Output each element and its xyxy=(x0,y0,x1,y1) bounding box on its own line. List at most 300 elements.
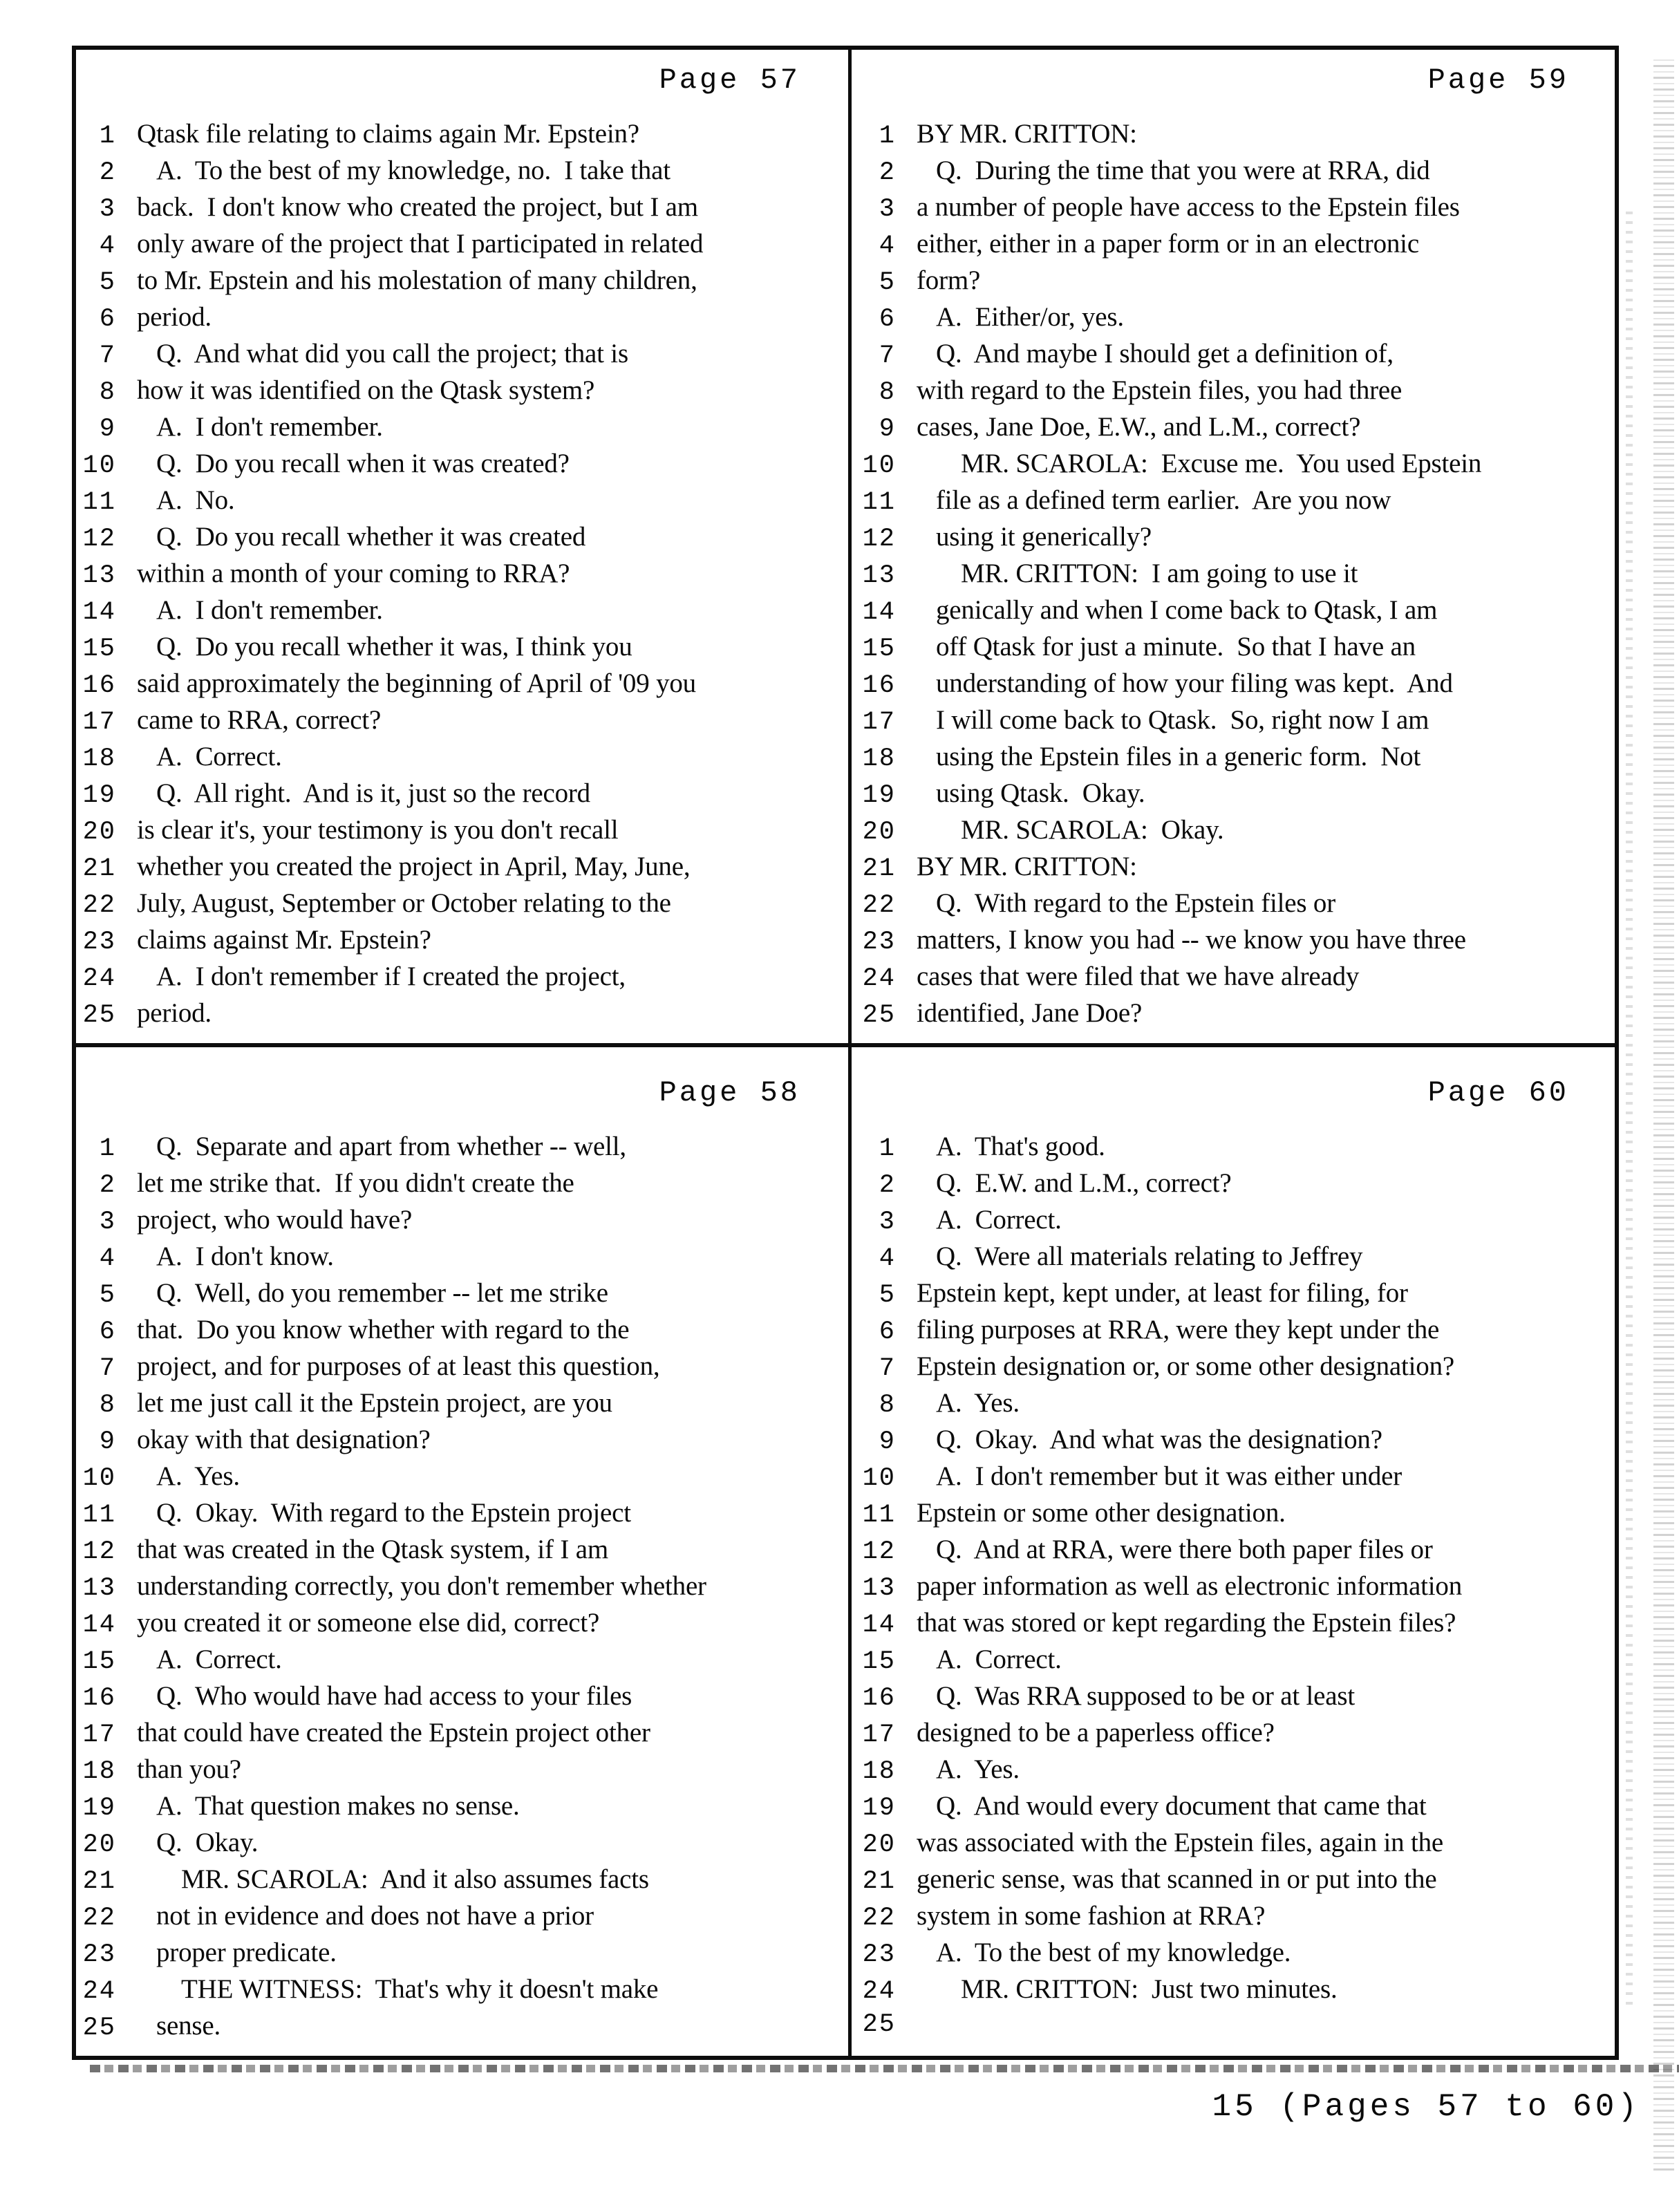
transcript-line xyxy=(856,1571,1613,1607)
line-text: that was created in the Qtask system, if I am xyxy=(137,1535,608,1564)
line-number: 6 xyxy=(879,1318,896,1347)
transcript-line xyxy=(76,704,845,741)
transcript-line xyxy=(76,631,845,668)
line-text: said approximately the beginning of April of '09 you xyxy=(137,668,696,698)
transcript-line xyxy=(76,1351,845,1387)
line-text: matters, I know you had -- we know you have three xyxy=(917,925,1466,955)
transcript-line xyxy=(856,448,1613,485)
line-text: that was stored or kept regarding the Epstein files? xyxy=(917,1608,1456,1638)
line-text: either, either in a paper form or in an electronic xyxy=(917,229,1419,259)
line-text: Q. All right. And is it, just so the record xyxy=(156,778,590,808)
line-number: 11 xyxy=(82,1501,116,1530)
transcript-line xyxy=(856,1387,1613,1424)
line-text: a number of people have access to the Epstein files xyxy=(917,192,1460,222)
transcript-line xyxy=(76,1680,845,1717)
line-number: 6 xyxy=(99,1318,116,1347)
transcript-line xyxy=(76,594,845,631)
transcript-line xyxy=(856,1277,1613,1314)
line-number: 22 xyxy=(82,891,116,920)
transcript-line xyxy=(76,1827,845,1864)
line-number: 19 xyxy=(862,781,896,810)
line-number: 15 xyxy=(82,1647,116,1676)
transcript-line xyxy=(76,1204,845,1241)
line-text: Q. Were all materials relating to Jeffrey xyxy=(936,1241,1363,1271)
line-text: than you? xyxy=(137,1754,241,1784)
line-number: 7 xyxy=(99,341,116,371)
line-number: 1 xyxy=(879,122,896,151)
line-number: 16 xyxy=(82,1684,116,1713)
line-text: A. That's good. xyxy=(936,1132,1105,1161)
transcript-line xyxy=(76,1937,845,1974)
line-number: 3 xyxy=(99,1208,116,1237)
line-text: generic sense, was that scanned in or put into the xyxy=(917,1864,1437,1894)
line-number: 9 xyxy=(879,415,896,444)
line-text: MR. CRITTON: I am going to use it xyxy=(961,559,1358,588)
line-number: 10 xyxy=(862,1464,896,1493)
line-number: 20 xyxy=(82,818,116,847)
line-text: A. I don't remember. xyxy=(156,595,383,625)
transcript-line xyxy=(76,265,845,301)
line-text: A. No. xyxy=(156,485,235,515)
transcript-line xyxy=(76,558,845,594)
line-text: A. Correct. xyxy=(936,1205,1062,1235)
line-number: 3 xyxy=(879,195,896,224)
line-number: 18 xyxy=(82,1757,116,1786)
line-number: 4 xyxy=(99,1244,116,1273)
line-number: 14 xyxy=(862,598,896,627)
line-number: 16 xyxy=(82,671,116,700)
transcript-line xyxy=(76,1534,845,1571)
page-footer: 15 (Pages 57 to 60) xyxy=(1212,2089,1640,2125)
transcript-line xyxy=(856,851,1613,888)
transcript-line xyxy=(856,1864,1613,1900)
line-text: Q. Do you recall whether it was created xyxy=(156,522,586,552)
line-number: 23 xyxy=(862,1940,896,1969)
transcript-line xyxy=(856,485,1613,521)
line-text: genically and when I come back to Qtask, I am xyxy=(936,595,1438,625)
line-text: BY MR. CRITTON: xyxy=(917,852,1137,881)
line-number: 14 xyxy=(862,1611,896,1640)
line-number: 9 xyxy=(879,1427,896,1456)
line-number: 21 xyxy=(862,854,896,883)
line-text: A. I don't remember if I created the project, xyxy=(156,962,626,991)
line-number: 12 xyxy=(82,1537,116,1566)
line-number: 25 xyxy=(82,1001,116,1030)
transcript-line xyxy=(856,1241,1613,1277)
line-number: 16 xyxy=(862,671,896,700)
line-number: 10 xyxy=(82,451,116,480)
line-text: July, August, September or October relating to the xyxy=(137,888,671,918)
line-text: Q. And maybe I should get a definition of, xyxy=(936,339,1394,368)
line-text: not in evidence and does not have a prior xyxy=(156,1901,594,1931)
transcript-line xyxy=(856,997,1613,1034)
transcript-line xyxy=(76,1314,845,1351)
line-number: 19 xyxy=(82,1794,116,1823)
line-number: 3 xyxy=(879,1208,896,1237)
line-text: THE WITNESS: That's why it doesn't make xyxy=(181,1974,659,2004)
transcript-line xyxy=(76,668,845,704)
transcript-line xyxy=(76,1790,845,1827)
line-text: A. That question makes no sense. xyxy=(156,1791,520,1821)
line-number: 10 xyxy=(82,1464,116,1493)
line-number: 5 xyxy=(879,268,896,297)
line-text: Q. Okay. xyxy=(156,1828,259,1857)
line-text: I will come back to Qtask. So, right now I am xyxy=(936,705,1429,735)
line-text: let me just call it the Epstein project, are you xyxy=(137,1388,612,1418)
line-text: is clear it's, your testimony is you don't recall xyxy=(137,815,619,845)
line-text: Q. With regard to the Epstein files or xyxy=(936,888,1336,918)
transcript-line xyxy=(856,1168,1613,1204)
transcript-line xyxy=(76,118,845,155)
line-number: 15 xyxy=(82,635,116,664)
line-text: paper information as well as electronic information xyxy=(917,1571,1463,1601)
line-block xyxy=(856,118,1613,1034)
line-number: 11 xyxy=(862,488,896,517)
line-text: let me strike that. If you didn't create the xyxy=(137,1168,574,1198)
line-number: 1 xyxy=(99,122,116,151)
line-number: 14 xyxy=(82,598,116,627)
line-number: 23 xyxy=(862,928,896,957)
transcript-line xyxy=(856,1974,1613,2010)
line-text: identified, Jane Doe? xyxy=(917,998,1143,1028)
line-number: 17 xyxy=(82,708,116,737)
line-text: designed to be a paperless office? xyxy=(917,1718,1275,1747)
line-text: cases, Jane Doe, E.W., and L.M., correct? xyxy=(917,412,1361,442)
line-number: 13 xyxy=(862,561,896,590)
line-number: 7 xyxy=(879,341,896,371)
transcript-line xyxy=(76,485,845,521)
line-text: filing purposes at RRA, were they kept under the xyxy=(917,1315,1440,1344)
line-text: was associated with the Epstein files, again in the xyxy=(917,1828,1444,1857)
transcript-line xyxy=(856,1131,1613,1168)
line-text: came to RRA, correct? xyxy=(137,705,382,735)
line-number: 3 xyxy=(99,195,116,224)
line-number: 2 xyxy=(99,158,116,187)
transcript-line xyxy=(856,1900,1613,1937)
line-number: 12 xyxy=(862,1537,896,1566)
line-number: 25 xyxy=(862,2010,896,2039)
line-number: 6 xyxy=(99,305,116,334)
line-number: 8 xyxy=(99,1391,116,1420)
line-number: 13 xyxy=(82,561,116,590)
line-number: 8 xyxy=(879,378,896,407)
line-text: Q. And would every document that came that xyxy=(936,1791,1427,1821)
transcript-line xyxy=(856,1827,1613,1864)
transcript-line xyxy=(856,1607,1613,1644)
transcript-line xyxy=(856,1644,1613,1680)
transcript-line xyxy=(76,1974,845,2010)
line-text: that. Do you know whether with regard to the xyxy=(137,1315,630,1344)
line-text: A. Either/or, yes. xyxy=(936,302,1124,332)
transcript-line xyxy=(76,814,845,851)
line-text: understanding correctly, you don't remember whether xyxy=(137,1571,706,1601)
line-number: 19 xyxy=(82,781,116,810)
line-text: sense. xyxy=(156,2011,221,2041)
transcript-line xyxy=(76,448,845,485)
transcript-line xyxy=(76,888,845,924)
line-text: BY MR. CRITTON: xyxy=(917,119,1137,149)
transcript-line xyxy=(856,704,1613,741)
line-text: A. Yes. xyxy=(936,1754,1020,1784)
line-number: 22 xyxy=(82,1904,116,1933)
transcript-line xyxy=(856,631,1613,668)
transcript-line xyxy=(856,228,1613,265)
line-number: 24 xyxy=(862,964,896,993)
transcript-line xyxy=(856,594,1613,631)
transcript-line xyxy=(76,1900,845,1937)
line-number: 11 xyxy=(862,1501,896,1530)
line-block xyxy=(856,1131,1613,2047)
line-text: whether you created the project in April, May, June, xyxy=(137,852,691,881)
transcript-line xyxy=(76,741,845,778)
transcript-line xyxy=(76,338,845,375)
line-number: 21 xyxy=(862,1867,896,1896)
line-text: A. To the best of my knowledge. xyxy=(936,1938,1291,1967)
line-number: 19 xyxy=(862,1794,896,1823)
transcript-line xyxy=(856,118,1613,155)
transcript-line xyxy=(76,411,845,448)
transcript-line xyxy=(76,997,845,1034)
transcript-line xyxy=(856,1754,1613,1790)
line-text: proper predicate. xyxy=(156,1938,337,1967)
line-number: 12 xyxy=(82,525,116,554)
line-number: 1 xyxy=(879,1134,896,1163)
line-number: 1 xyxy=(99,1134,116,1163)
line-number: 24 xyxy=(82,1977,116,2006)
line-number: 5 xyxy=(879,1281,896,1310)
line-text: cases that were filed that we have already xyxy=(917,962,1360,991)
line-number: 4 xyxy=(99,232,116,261)
line-number: 22 xyxy=(862,891,896,920)
line-number: 18 xyxy=(862,1757,896,1786)
line-text: project, and for purposes of at least this question, xyxy=(137,1351,660,1381)
line-number: 21 xyxy=(82,1867,116,1896)
transcript-line xyxy=(856,741,1613,778)
transcript-line xyxy=(856,1790,1613,1827)
line-text: Q. And at RRA, were there both paper files or xyxy=(936,1535,1433,1564)
line-number: 22 xyxy=(862,1904,896,1933)
line-text: Q. Okay. With regard to the Epstein project xyxy=(156,1498,631,1528)
transcript-line xyxy=(76,375,845,411)
line-number: 13 xyxy=(862,1574,896,1603)
line-text: period. xyxy=(137,998,212,1028)
transcript-line xyxy=(76,1461,845,1497)
line-number: 18 xyxy=(862,744,896,774)
line-text: to Mr. Epstein and his molestation of many children, xyxy=(137,265,697,295)
line-text: MR. SCAROLA: Excuse me. You used Epstein xyxy=(961,449,1482,478)
page-header: Page 58 xyxy=(659,1076,800,1109)
line-text: Q. During the time that you were at RRA, did xyxy=(936,156,1430,185)
transcript-line xyxy=(76,1717,845,1754)
page-header: Page 59 xyxy=(1427,64,1569,97)
line-number: 5 xyxy=(99,1281,116,1310)
line-number: 9 xyxy=(99,1427,116,1456)
line-number: 17 xyxy=(862,708,896,737)
transcript-line xyxy=(76,1387,845,1424)
transcript-line xyxy=(856,1717,1613,1754)
line-text: A. I don't remember. xyxy=(156,412,383,442)
transcript-line xyxy=(856,1424,1613,1461)
line-text: Q. Who would have had access to your files xyxy=(156,1681,632,1711)
transcript-line xyxy=(76,301,845,338)
scan-noise-right xyxy=(1653,55,1674,2171)
line-text: using it generically? xyxy=(936,522,1152,552)
line-text: system in some fashion at RRA? xyxy=(917,1901,1266,1931)
line-text: Q. Well, do you remember -- let me strike xyxy=(156,1278,608,1308)
line-number: 17 xyxy=(82,1721,116,1750)
line-number: 20 xyxy=(82,1830,116,1859)
transcript-line xyxy=(856,1937,1613,1974)
line-number: 8 xyxy=(879,1391,896,1420)
transcript-line xyxy=(76,191,845,228)
page-header: Page 57 xyxy=(659,64,800,97)
line-text: Q. Was RRA supposed to be or at least xyxy=(936,1681,1355,1711)
transcript-line xyxy=(856,191,1613,228)
line-text: within a month of your coming to RRA? xyxy=(137,559,570,588)
line-block xyxy=(76,118,845,1034)
line-text: Q. Do you recall whether it was, I think you xyxy=(156,632,632,662)
line-number: 23 xyxy=(82,1940,116,1969)
divider-vertical xyxy=(848,46,852,2060)
transcript-line xyxy=(76,1607,845,1644)
line-text: Q. Do you recall when it was created? xyxy=(156,449,570,478)
transcript-line xyxy=(856,924,1613,961)
line-text: Q. And what did you call the project; that is xyxy=(156,339,628,368)
transcript-line xyxy=(856,888,1613,924)
transcript-page-59 xyxy=(856,50,1613,1038)
transcript-page-58 xyxy=(76,1051,845,2054)
divider-horizontal xyxy=(72,1043,1619,1047)
line-number: 2 xyxy=(879,1171,896,1200)
line-number: 15 xyxy=(862,635,896,664)
line-text: form? xyxy=(917,265,981,295)
transcript-line xyxy=(856,778,1613,814)
line-number: 16 xyxy=(862,1684,896,1713)
line-text: A. To the best of my knowledge, no. I take that xyxy=(156,156,670,185)
line-text: A. Yes. xyxy=(156,1461,240,1491)
line-text: A. I don't know. xyxy=(156,1241,334,1271)
line-text: only aware of the project that I participated in related xyxy=(137,229,704,259)
line-text: okay with that designation? xyxy=(137,1425,431,1454)
transcript-line xyxy=(76,851,845,888)
line-number: 24 xyxy=(82,964,116,993)
transcript-line xyxy=(76,521,845,558)
line-text: Q. Okay. And what was the designation? xyxy=(936,1425,1382,1454)
line-text: MR. SCAROLA: And it also assumes facts xyxy=(181,1864,649,1894)
line-text: Q. Separate and apart from whether -- well, xyxy=(156,1132,626,1161)
line-text: Qtask file relating to claims again Mr. Epstein? xyxy=(137,119,639,149)
line-text: period. xyxy=(137,302,212,332)
transcript-line xyxy=(856,338,1613,375)
line-number: 18 xyxy=(82,744,116,774)
line-number: 23 xyxy=(82,928,116,957)
transcript-line xyxy=(76,1241,845,1277)
transcript-line xyxy=(856,301,1613,338)
transcript-line xyxy=(76,1277,845,1314)
line-number: 4 xyxy=(879,232,896,261)
transcript-line xyxy=(76,228,845,265)
transcript-line xyxy=(76,778,845,814)
transcript-line xyxy=(856,1497,1613,1534)
line-number: 14 xyxy=(82,1611,116,1640)
line-text: off Qtask for just a minute. So that I have an xyxy=(936,632,1416,662)
line-number: 24 xyxy=(862,1977,896,2006)
line-number: 6 xyxy=(879,305,896,334)
line-number: 11 xyxy=(82,488,116,517)
line-text: Epstein or some other designation. xyxy=(917,1498,1286,1528)
line-text: Epstein kept, kept under, at least for filing, for xyxy=(917,1278,1408,1308)
line-number: 2 xyxy=(99,1171,116,1200)
transcript-line xyxy=(856,961,1613,997)
line-text: understanding of how your filing was kept. And xyxy=(936,668,1453,698)
line-number: 2 xyxy=(879,158,896,187)
line-text: A. Correct. xyxy=(936,1644,1062,1674)
line-number: 25 xyxy=(862,1001,896,1030)
line-text: A. Correct. xyxy=(156,742,282,771)
transcript-line xyxy=(76,1754,845,1790)
scan-noise-bottom xyxy=(90,2065,1679,2072)
line-text: A. I don't remember but it was either under xyxy=(936,1461,1403,1491)
line-number: 10 xyxy=(862,451,896,480)
line-text: with regard to the Epstein files, you had three xyxy=(917,375,1403,405)
transcript-line xyxy=(76,961,845,997)
transcript-line xyxy=(76,1168,845,1204)
line-text: claims against Mr. Epstein? xyxy=(137,925,431,955)
line-number: 20 xyxy=(862,818,896,847)
transcript-line xyxy=(856,1680,1613,1717)
line-number: 25 xyxy=(82,2014,116,2043)
transcript-line xyxy=(856,668,1613,704)
transcript-line xyxy=(76,1131,845,1168)
line-number: 20 xyxy=(862,1830,896,1859)
transcript-line xyxy=(76,1497,845,1534)
line-number: 8 xyxy=(99,378,116,407)
line-text: MR. CRITTON: Just two minutes. xyxy=(961,1974,1338,2004)
line-text: using the Epstein files in a generic form. Not xyxy=(936,742,1421,771)
transcript-line xyxy=(856,1461,1613,1497)
transcript-line xyxy=(856,1534,1613,1571)
transcript-line xyxy=(856,558,1613,594)
transcript-line xyxy=(76,1424,845,1461)
line-text: file as a defined term earlier. Are you now xyxy=(936,485,1391,515)
line-text: back. I don't know who created the project, but I am xyxy=(137,192,698,222)
scan-noise-inner-right xyxy=(1626,207,1633,2005)
line-number: 5 xyxy=(99,268,116,297)
line-number: 7 xyxy=(99,1354,116,1383)
line-text: A. Correct. xyxy=(156,1644,282,1674)
page-header: Page 60 xyxy=(1427,1076,1569,1109)
line-text: Q. E.W. and L.M., correct? xyxy=(936,1168,1232,1198)
line-number: 15 xyxy=(862,1647,896,1676)
line-number: 17 xyxy=(862,1721,896,1750)
transcript-line xyxy=(76,1644,845,1680)
line-text: how it was identified on the Qtask system? xyxy=(137,375,595,405)
line-number: 7 xyxy=(879,1354,896,1383)
line-number: 21 xyxy=(82,854,116,883)
line-text: A. Yes. xyxy=(936,1388,1020,1418)
transcript-page-57 xyxy=(76,50,845,1038)
line-number: 4 xyxy=(879,1244,896,1273)
line-text: you created it or someone else did, correct? xyxy=(137,1608,600,1638)
line-number: 13 xyxy=(82,1574,116,1603)
line-text: that could have created the Epstein project other xyxy=(137,1718,650,1747)
transcript-line xyxy=(856,411,1613,448)
line-number: 9 xyxy=(99,415,116,444)
line-number: 12 xyxy=(862,525,896,554)
transcript-line xyxy=(856,265,1613,301)
line-text: Epstein designation or, or some other designation? xyxy=(917,1351,1455,1381)
transcript-line xyxy=(76,924,845,961)
